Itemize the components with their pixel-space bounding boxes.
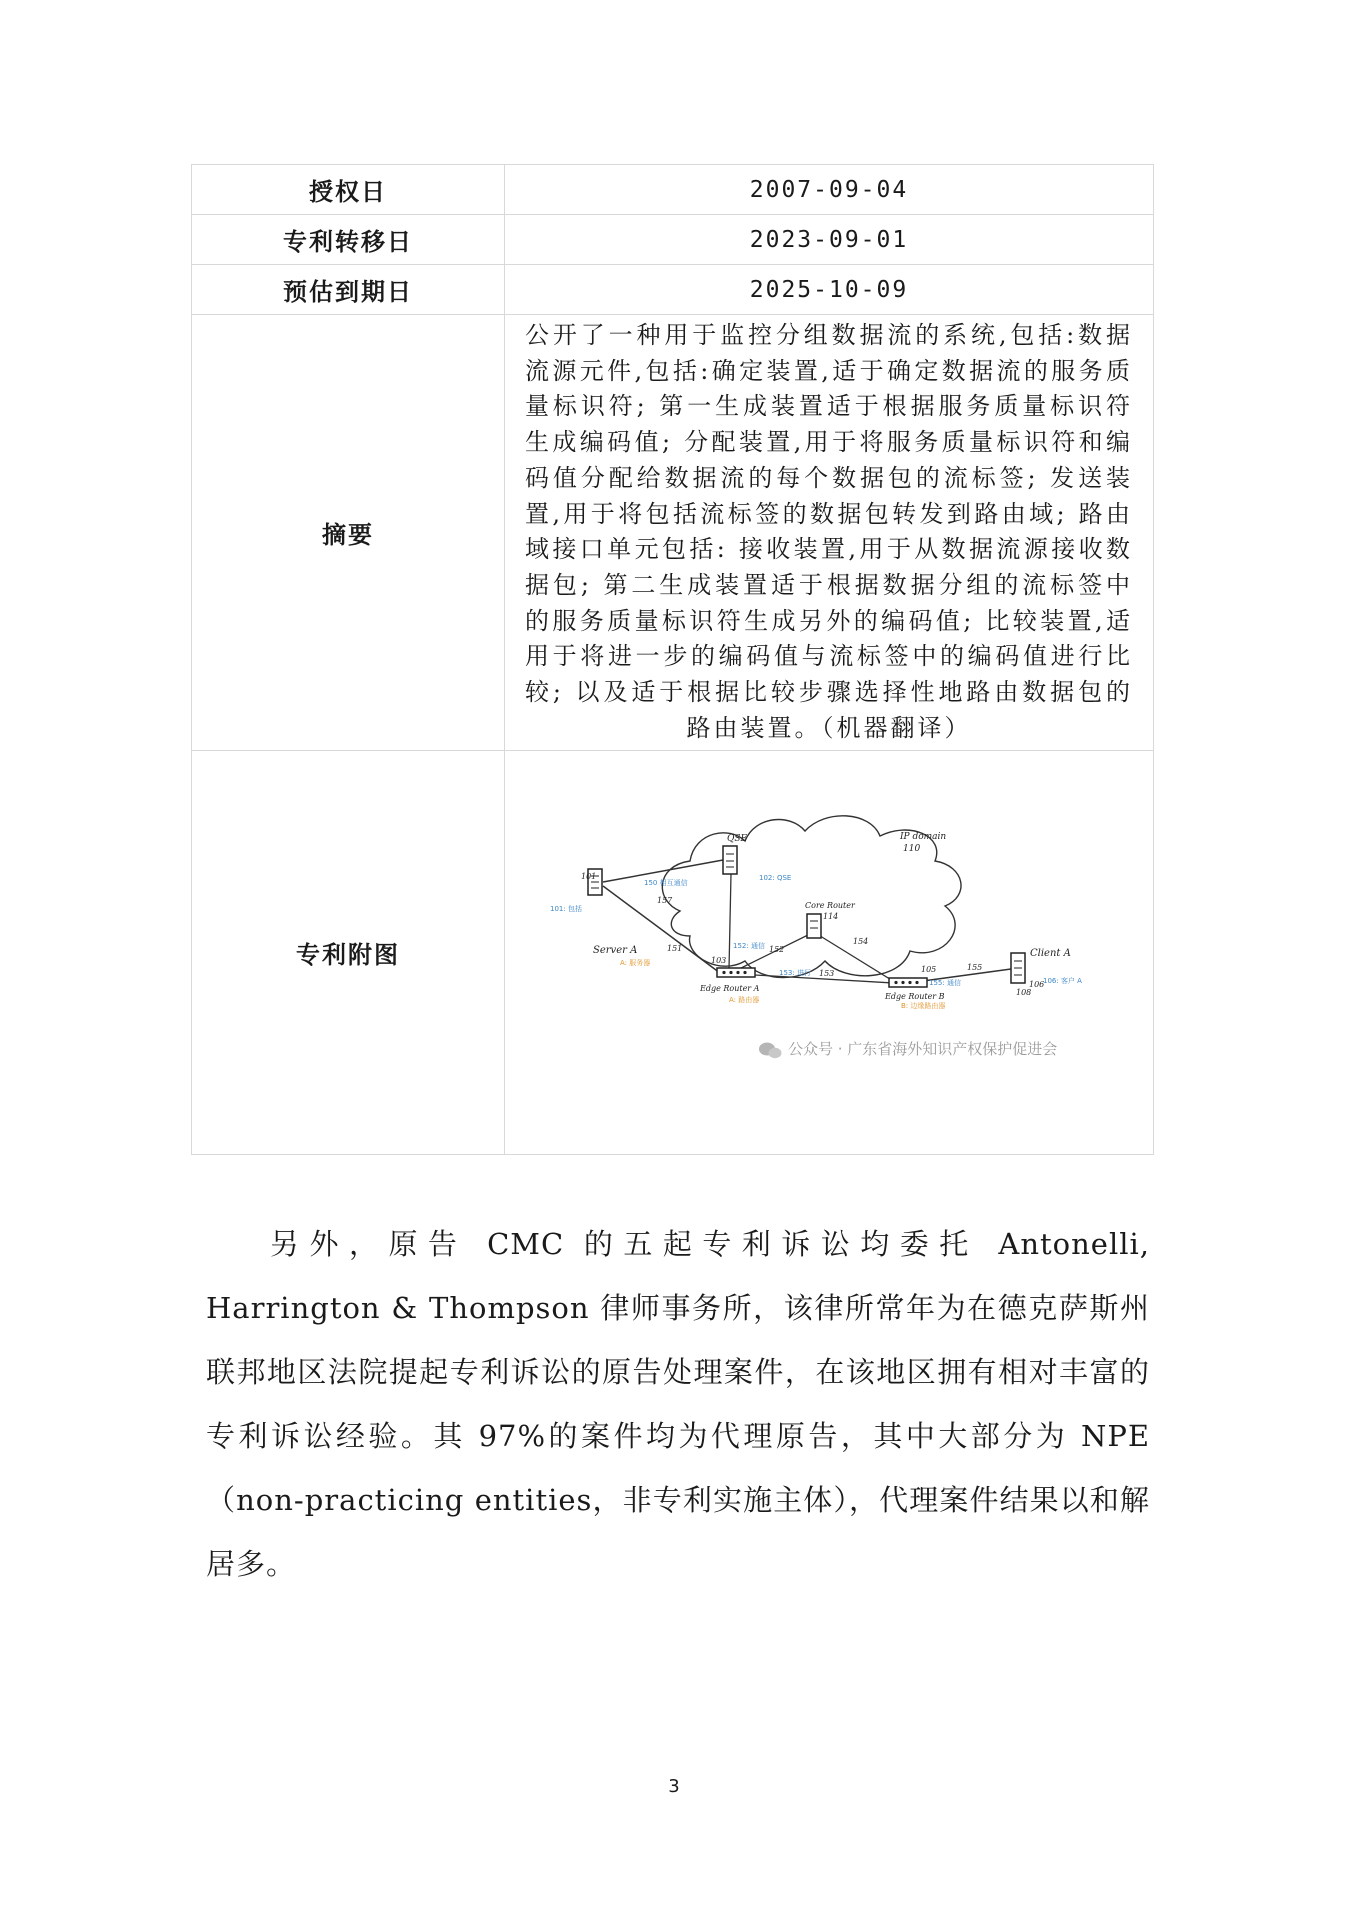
number-154: 154 — [853, 937, 869, 947]
number-152: 152 — [769, 945, 785, 955]
edge-router-b-icon — [889, 978, 927, 987]
annotation-155: 155: 通信 — [929, 979, 961, 988]
number-153: 153 — [819, 969, 835, 979]
server-number: 101 — [581, 872, 597, 882]
abstract-label: 摘要 — [192, 315, 505, 751]
annotation-edge-a: A: 路由器 — [729, 996, 760, 1005]
link-qse-edgea — [729, 874, 731, 969]
client-number: 108 — [1016, 988, 1032, 998]
qse-label: QSE — [727, 834, 748, 845]
figure-cell — [505, 751, 1154, 1155]
abstract-text: 公开了一种用于监控分组数据流的系统,包括:数据流源元件,包括:确定装置,适于确定数据流的服务质量标识符; 第一生成装置适于根据服务质量标识符生成编码值; 分配装置,用于将服务质量标识符和编码值分配给数据流的每个数据包的流标签; 发送装置,用于将包括流标签的数据包转发到路由域; 路由域接口单元包括: 接收装置,用于从数据流源接收数据包; 第二生成装置适于根据数据分组的流标签中的服务质量标识符生成另外的编码值; 比较装置,适用于将进一步的编码值与流标签中的编码值进行比较; 以及适于根据比较步骤选择性地路由数据包的路由装置。（机器翻译） — [525, 321, 1133, 742]
grant-date-label: 授权日 — [192, 165, 505, 215]
client-icon — [1011, 953, 1025, 983]
edge-router-b-label: Edge Router B — [885, 992, 945, 1002]
table-row — [192, 751, 1154, 1155]
server-label: Server A — [593, 945, 638, 957]
patent-figure — [505, 751, 1154, 1155]
wechat-icon — [759, 1043, 782, 1059]
transfer-date-value: 2023-09-01 — [505, 215, 1154, 265]
number-157: 157 — [657, 896, 673, 906]
annotation-106: 106: 客户 A — [1043, 977, 1082, 986]
annotation-server: A: 服务器 — [620, 959, 651, 968]
core-router-label: Core Router — [805, 901, 855, 911]
page-number: 3 — [668, 1776, 680, 1797]
client-label: Client A — [1030, 948, 1071, 960]
ip-domain-label: IP domain — [900, 832, 947, 843]
body-paragraph: 另外，原告 CMC 的五起专利诉讼均委托 Antonelli, Harrington & Thompson 律师事务所，该律所常年为在德克萨斯州联邦地区法院提起专利诉讼的原告处理案件，在该地区拥有相对丰富的专利诉讼经验。其 97%的案件均为代理原告，其中大部分为 NPE（non-practicing entities，非专利实施主体），代理案件结果以和解居多。 — [206, 1227, 1150, 1581]
number-106: 106 — [1029, 980, 1045, 990]
number-105: 105 — [921, 965, 937, 975]
transfer-date-label: 专利转移日 — [192, 215, 505, 265]
expiry-date-value: 2025-10-09 — [505, 265, 1154, 315]
table-row — [192, 165, 1154, 215]
table-row — [192, 265, 1154, 315]
figure-label: 专利附图 — [192, 751, 505, 1155]
annotation-150: 150 相互通信 — [644, 879, 688, 888]
core-router-number: 114 — [823, 912, 839, 922]
qse-icon — [723, 846, 737, 874]
watermark-text: 公众号 · 广东省海外知识产权保护促进会 — [788, 1040, 1058, 1059]
core-router-icon — [807, 914, 821, 938]
patent-info-table — [191, 164, 1154, 1155]
number-103: 103 — [711, 956, 727, 966]
table-row — [192, 215, 1154, 265]
number-151: 151 — [667, 944, 683, 954]
ip-domain-number: 110 — [903, 844, 921, 855]
abstract-cell — [505, 315, 1154, 751]
expiry-date-label: 预估到期日 — [192, 265, 505, 315]
annotation-edge-b: B: 边缘路由器 — [901, 1002, 946, 1011]
annotation-152: 152: 通信 — [733, 942, 765, 951]
edge-router-a-label: Edge Router A — [700, 984, 760, 994]
annotation-102: 102: QSE — [759, 874, 792, 883]
grant-date-value: 2007-09-04 — [505, 165, 1154, 215]
annotation-153: 153: 进行 — [779, 969, 811, 978]
number-155: 155 — [967, 963, 983, 973]
edge-router-a-icon — [717, 968, 755, 977]
annotation-101: 101: 包括 — [550, 905, 582, 914]
table-row — [192, 315, 1154, 751]
